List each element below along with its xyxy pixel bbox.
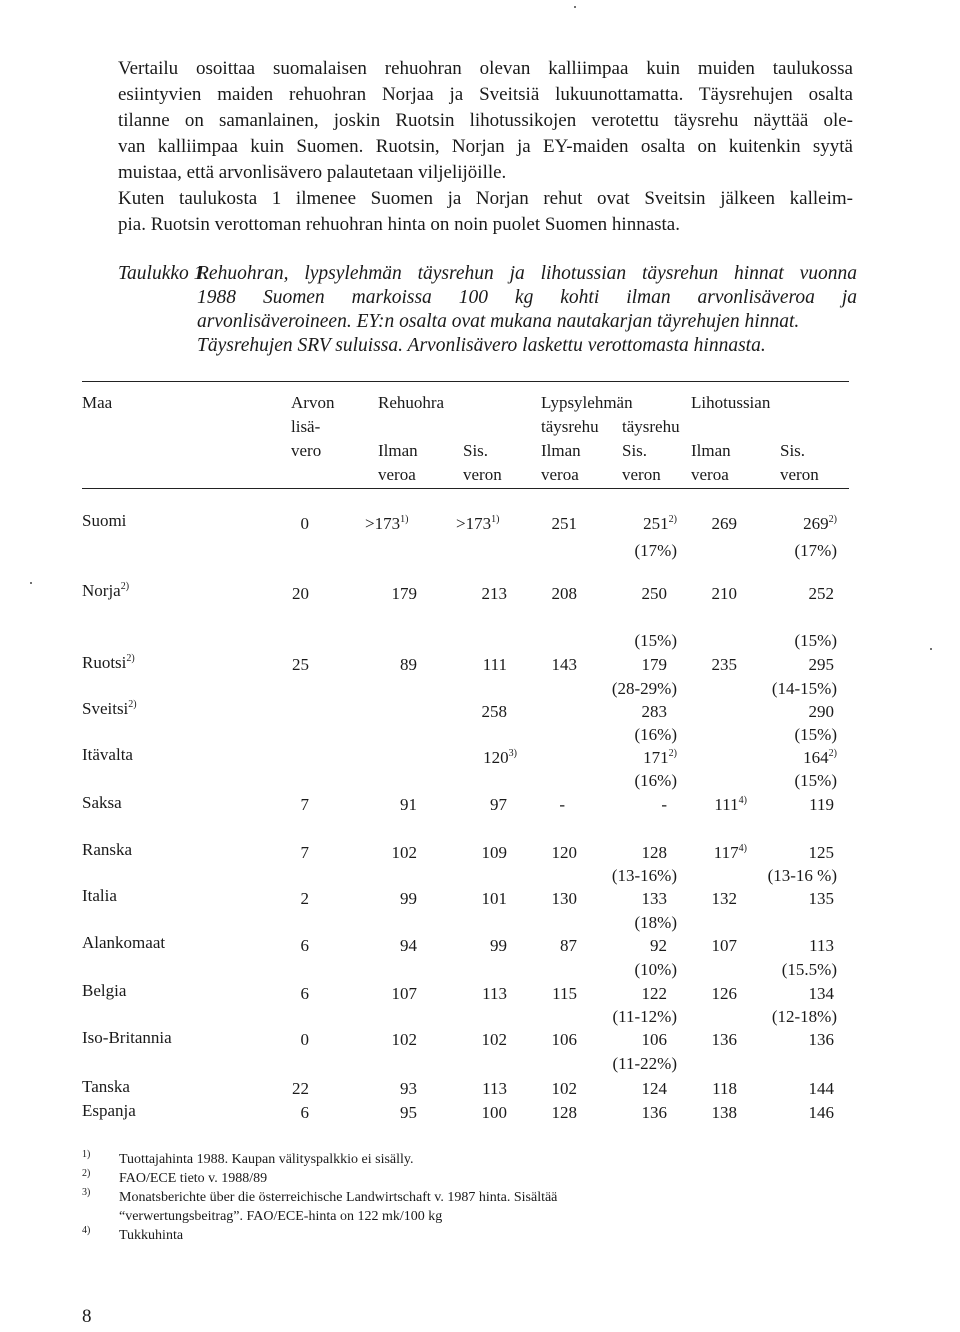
footnote-ref: 3)	[508, 748, 517, 759]
country-name: Saksa	[82, 793, 122, 812]
header-ilman: Ilman	[691, 441, 731, 460]
footnote-ref: 2)	[128, 699, 137, 710]
cell-liho-sis: 125	[808, 843, 834, 862]
scan-speck	[574, 6, 576, 8]
cell-arvo: 20	[292, 584, 309, 603]
cell-liho-sis: 136	[808, 1030, 834, 1049]
cell-rehuohra-sis: 258	[481, 702, 507, 721]
country-name: Norja$^{2)}$	[82, 581, 130, 600]
cell-liho-pct: (15%)	[794, 771, 837, 790]
footnote-text: Tukkuhinta	[119, 1228, 184, 1243]
cell-liho-sis: 134	[808, 984, 834, 1003]
cell-rehuohra-sis: 113	[482, 984, 507, 1003]
header-veron: veron	[463, 465, 502, 484]
cell-lypsy-ilman: 130	[551, 889, 577, 908]
cell-liho-sis: 295	[808, 655, 834, 674]
intro-line: Kuten taulukosta 1 ilmenee Suomen ja Norjan rehut ovat Sveitsin jälkeen kalleim-	[118, 188, 853, 209]
footnote-mark: 3)	[82, 1187, 91, 1198]
cell-lypsy-pct: (11-22%)	[612, 1054, 677, 1073]
cell-liho-sis: 144	[808, 1079, 834, 1098]
cell-liho-ilman: 117$^{4)}$	[713, 843, 747, 862]
country-name: Sveitsi$^{2)}$	[82, 699, 137, 718]
cell-liho-sis: 269$^{2)}$	[803, 514, 837, 533]
cell-liho-sis: 119	[809, 795, 834, 814]
cell-liho-ilman: 111$^{4)}$	[714, 795, 747, 814]
cell-rehuohra-sis: 111	[482, 655, 507, 674]
footnote-ref: 2)	[828, 514, 837, 525]
country-name: Ruotsi$^{2)}$	[82, 653, 135, 672]
caption-line: Rehuohran, lypsylehmän täysrehun ja lihotussian täysrehun hinnat vuonna	[197, 263, 857, 284]
header-veroa: veroa	[541, 465, 579, 484]
cell-lypsy-sis: 250	[641, 584, 667, 603]
header-ilman: Ilman	[378, 441, 418, 460]
cell-liho-sis: 135	[808, 889, 834, 908]
caption-line: Täysrehujen SRV suluissa. Arvonlisävero laskettu verottomasta hinnasta.	[197, 335, 766, 356]
cell-lypsy-ilman: 251	[551, 514, 577, 533]
caption-line: arvonlisäveroineen. EY:n osalta ovat mukana nautakarjan täyrehujen hinnat.	[197, 311, 800, 332]
cell-rehuohra-sis: 102	[481, 1030, 507, 1049]
intro-line: pia. Ruotsin verottoman rehuohran hinta on noin puolet Suomen hinnasta.	[118, 214, 680, 235]
footnote-ref: 4)	[738, 795, 747, 806]
cell-arvo: 7	[300, 843, 309, 862]
cell-lypsy-sis: 124	[641, 1079, 667, 1098]
cell-liho-pct: (13-16 %)	[767, 866, 837, 885]
header-veron: veron	[622, 465, 661, 484]
footnote-ref: 1)	[400, 514, 409, 525]
cell-rehuohra-ilman: 91	[400, 795, 417, 814]
cell-rehuohra-ilman: $>173^{1)}$	[365, 514, 409, 533]
cell-rehuohra-sis: 109	[481, 843, 507, 862]
cell-lypsy-pct: (10%)	[634, 960, 677, 979]
cell-lypsy-sis: 283	[641, 702, 667, 721]
cell-liho-sis: 164$^{2)}$	[803, 748, 837, 767]
footnote-ref: 2)	[668, 748, 677, 759]
footnote-text: Monatsberichte über die österreichische Landwirtschaft v. 1987 hinta. Sisältää	[119, 1190, 558, 1205]
footnote-text: FAO/ECE tieto v. 1988/89	[119, 1171, 268, 1186]
cell-lypsy-sis: 106	[641, 1030, 667, 1049]
cell-liho-ilman: 269	[711, 514, 737, 533]
cell-lypsy-sis: 171$^{2)}$	[643, 748, 677, 767]
cell-lypsy-pct: (16%)	[634, 725, 677, 744]
cell-arvo: 25	[292, 655, 309, 674]
cell-lypsy-ilman: 102	[551, 1079, 577, 1098]
header-veron: veron	[780, 465, 819, 484]
cell-liho-sis: 290	[808, 702, 834, 721]
cell-lypsy-ilman: 87	[560, 936, 577, 955]
cell-liho-sis: 252	[808, 584, 834, 603]
footnote-ref: 2)	[120, 581, 130, 592]
cell-lypsy-pct: (11-12%)	[612, 1007, 677, 1026]
cell-lypsy-sis: 133	[641, 889, 667, 908]
country-name: Tanska	[82, 1077, 130, 1096]
cell-lypsy-ilman: 128	[551, 1103, 577, 1122]
cell-liho-ilman: 132	[711, 889, 737, 908]
cell-lypsy-sis: 251$^{2)}$	[643, 514, 677, 533]
header-veroa: veroa	[378, 465, 416, 484]
cell-rehuohra-sis: 113	[482, 1079, 507, 1098]
intro-paragraph-1	[118, 56, 853, 186]
footnote-ref: 2)	[126, 653, 135, 664]
header-sis: Sis.	[463, 441, 489, 460]
cell-rehuohra-sis: 100	[481, 1103, 507, 1122]
cell-lypsy-sis: 179	[641, 655, 667, 674]
cell-liho-ilman: 138	[711, 1103, 737, 1122]
intro-line: van kalliimpaa kuin Suomen. Ruotsin, Norjan ja EY-maiden osalta on kuitenkin syytä	[118, 136, 853, 157]
table-header-rule	[82, 488, 849, 489]
intro-paragraph-2	[118, 186, 853, 238]
cell-lypsy-pct: (28-29%)	[611, 679, 677, 698]
cell-rehuohra-ilman: 95	[400, 1103, 417, 1122]
country-name: Belgia	[82, 981, 127, 1000]
footnote-mark: 1)	[82, 1149, 91, 1160]
cell-arvo: 2	[300, 889, 309, 908]
cell-rehuohra-ilman: 93	[400, 1079, 417, 1098]
header-arvon-3: vero	[291, 441, 322, 460]
header-arvon-1: Arvon	[291, 393, 335, 412]
cell-rehuohra-sis: 99	[490, 936, 507, 955]
header-sis: Sis.	[780, 441, 806, 460]
country-name: Suomi	[82, 511, 127, 530]
intro-line: esiintyvien maiden rehuohran Norjaa ja Sveitsiä lukuunottamatta. Täysrehujen osalta	[118, 84, 853, 105]
footnote-ref: 2)	[668, 514, 677, 525]
header-taysrehu-2: täysrehu	[622, 417, 680, 436]
header-veroa: veroa	[691, 465, 729, 484]
cell-lypsy-ilman: 115	[552, 984, 577, 1003]
cell-arvo: 6	[300, 984, 309, 1003]
footnote-ref: 2)	[828, 748, 837, 759]
page-number: 8	[82, 1306, 92, 1327]
cell-liho-ilman: 126	[711, 984, 737, 1003]
cell-lypsy-ilman: 106	[551, 1030, 577, 1049]
cell-arvo: 7	[300, 795, 309, 814]
cell-liho-pct: (12-18%)	[771, 1007, 837, 1026]
footnote-ref: 4)	[738, 843, 747, 854]
cell-rehuohra-ilman: 99	[400, 889, 417, 908]
header-ilman: Ilman	[541, 441, 581, 460]
cell-arvo: 0	[300, 514, 309, 533]
footnote-mark: 4)	[82, 1225, 91, 1236]
cell-liho-ilman: 118	[712, 1079, 737, 1098]
cell-lypsy-pct: (15%)	[634, 631, 677, 650]
header-arvon-2: lisä-	[291, 417, 321, 436]
cell-arvo: 6	[300, 936, 309, 955]
cell-arvo: 0	[300, 1030, 309, 1049]
cell-liho-sis: 113	[809, 936, 834, 955]
cell-liho-pct: (15%)	[794, 725, 837, 744]
cell-lypsy-pct: (17%)	[634, 541, 677, 560]
cell-rehuohra-sis: 120$^{3)}$	[483, 748, 517, 767]
footnote-ref: 1)	[491, 514, 500, 525]
header-taysrehu-1: täysrehu	[541, 417, 599, 436]
cell-lypsy-ilman: -	[559, 795, 565, 814]
country-name: Alankomaat	[82, 933, 166, 952]
header-maa: Maa	[82, 393, 113, 412]
cell-rehuohra-ilman: 107	[391, 984, 417, 1003]
header-lihotussian: Lihotussian	[691, 393, 771, 412]
cell-lypsy-sis: 128	[641, 843, 667, 862]
caption-text	[197, 262, 857, 358]
cell-liho-ilman: 210	[711, 584, 737, 603]
cell-liho-pct: (17%)	[794, 541, 837, 560]
country-name: Itävalta	[82, 745, 133, 764]
country-name: Ranska	[82, 840, 133, 859]
cell-arvo: 6	[300, 1103, 309, 1122]
cell-lypsy-sis: 92	[650, 936, 667, 955]
scan-speck	[30, 582, 32, 584]
country-name: Espanja	[82, 1101, 136, 1120]
cell-lypsy-pct: (16%)	[634, 771, 677, 790]
cell-liho-ilman: 136	[711, 1030, 737, 1049]
cell-arvo: 22	[292, 1079, 309, 1098]
cell-rehuohra-sis: 213	[481, 584, 507, 603]
cell-liho-pct: (14-15%)	[771, 679, 837, 698]
cell-lypsy-pct: (18%)	[634, 913, 677, 932]
cell-lypsy-ilman: 120	[551, 843, 577, 862]
cell-rehuohra-ilman: 179	[391, 584, 417, 603]
intro-line: Vertailu osoittaa suomalaisen rehuohran olevan kalliimpaa kuin muiden taulukossa	[118, 58, 853, 79]
footnote-text: Tuottajahinta 1988. Kaupan välityspalkkio ei sisälly.	[119, 1152, 414, 1167]
cell-rehuohra-sis: 97	[490, 795, 507, 814]
table-top-rule	[82, 381, 849, 382]
cell-liho-pct: (15%)	[794, 631, 837, 650]
cell-liho-sis: 146	[808, 1103, 834, 1122]
cell-rehuohra-ilman: 102	[391, 1030, 417, 1049]
intro-line: tilanne on samanlainen, joskin Ruotsin lihotussikojen verotettu täysrehu näyttää ole-	[118, 110, 853, 131]
cell-lypsy-sis: 136	[641, 1103, 667, 1122]
cell-rehuohra-ilman: 102	[391, 843, 417, 862]
cell-rehuohra-sis: $>173^{1)}$	[456, 514, 500, 533]
intro-line: muistaa, että arvonlisävero palautetaan viljelijöille.	[118, 162, 507, 183]
cell-lypsy-ilman: 143	[551, 655, 577, 674]
cell-liho-pct: (15.5%)	[781, 960, 837, 979]
cell-lypsy-pct: (13-16%)	[611, 866, 677, 885]
header-sis: Sis.	[622, 441, 648, 460]
header-rehuohra: Rehuohra	[378, 393, 445, 412]
scan-speck	[930, 648, 932, 650]
footnote-mark: 2)	[82, 1168, 91, 1179]
caption-label: Taulukko 1.	[118, 263, 209, 284]
header-lypsylehman: Lypsylehmän	[541, 393, 633, 412]
cell-liho-ilman: 235	[711, 655, 737, 674]
cell-lypsy-sis: -	[661, 795, 667, 814]
cell-liho-ilman: 107	[711, 936, 737, 955]
footnote-text: “verwertungsbeitrag”. FAO/ECE-hinta on 122 mk/100 kg	[119, 1209, 443, 1224]
caption-line: 1988 Suomen markoissa 100 kg kohti ilman arvonlisäveroa ja	[197, 287, 857, 308]
country-name: Iso-Britannia	[82, 1028, 172, 1047]
country-name: Italia	[82, 886, 117, 905]
cell-lypsy-sis: 122	[641, 984, 667, 1003]
cell-rehuohra-ilman: 89	[400, 655, 417, 674]
cell-lypsy-ilman: 208	[551, 584, 577, 603]
cell-rehuohra-ilman: 94	[400, 936, 417, 955]
cell-rehuohra-sis: 101	[481, 889, 507, 908]
